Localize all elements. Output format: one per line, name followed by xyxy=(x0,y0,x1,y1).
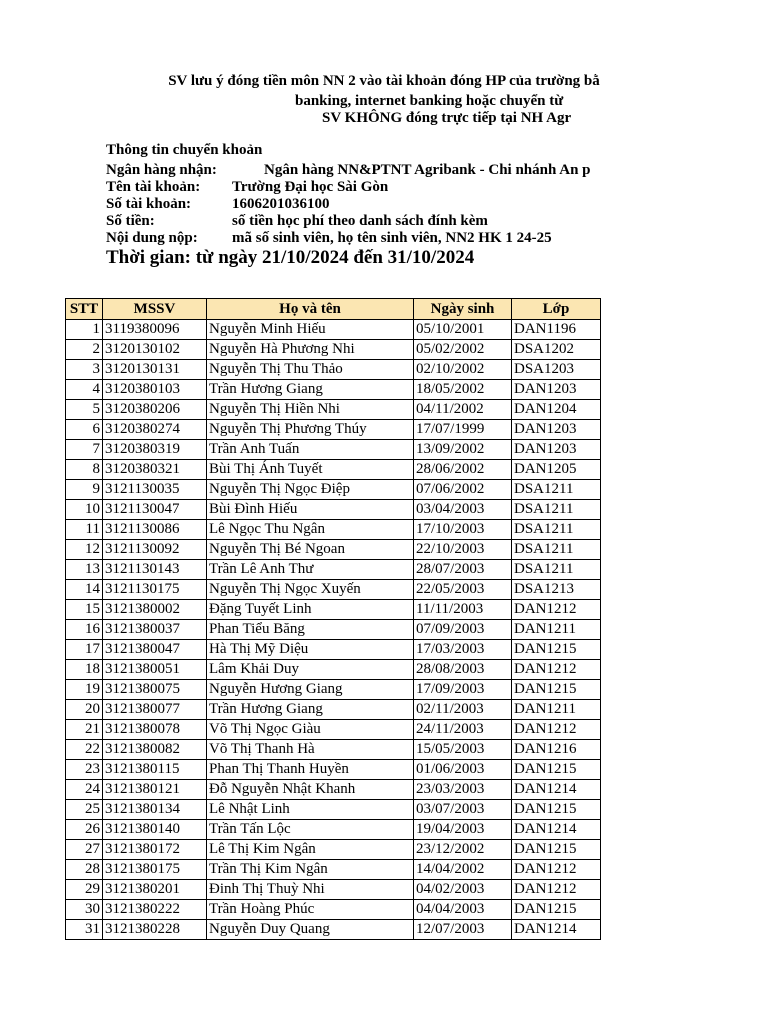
cell-stt: 13 xyxy=(66,560,103,580)
table-row xyxy=(66,480,601,500)
cell-stt: 27 xyxy=(66,840,103,860)
cell-class: DAN1215 xyxy=(512,680,601,700)
cell-class: DAN1212 xyxy=(512,600,601,620)
cell-stt: 26 xyxy=(66,820,103,840)
cell-mssv: 3121380201 xyxy=(103,880,207,900)
cell-stt: 3 xyxy=(66,360,103,380)
cell-stt: 30 xyxy=(66,900,103,920)
cell-class: DAN1216 xyxy=(512,740,601,760)
cell-birth-date: 14/04/2002 xyxy=(414,860,512,880)
cell-full-name: Nguyễn Thị Ngọc Điệp xyxy=(207,480,414,500)
cell-stt: 1 xyxy=(66,320,103,340)
transfer-info-heading: Thông tin chuyển khoản xyxy=(106,142,263,158)
payment-period: Thời gian: từ ngày 21/10/2024 đến 31/10/2024 xyxy=(106,247,475,268)
cell-full-name: Trần Tấn Lộc xyxy=(207,820,414,840)
cell-full-name: Nguyễn Thị Bé Ngoan xyxy=(207,540,414,560)
bank-value: Ngân hàng NN&PTNT Agribank - Chi nhánh An p xyxy=(264,162,591,178)
cell-full-name: Lê Thị Kim Ngân xyxy=(207,840,414,860)
notice-line-3-text: SV KHÔNG đóng trực tiếp tại NH Agr xyxy=(322,110,572,126)
bank-label: Ngân hàng nhận: xyxy=(106,162,217,178)
cell-class: DAN1212 xyxy=(512,860,601,880)
cell-mssv: 3120380103 xyxy=(103,380,207,400)
cell-full-name: Trần Anh Tuấn xyxy=(207,440,414,460)
table-row xyxy=(66,580,601,600)
cell-mssv: 3121380140 xyxy=(103,820,207,840)
cell-birth-date: 12/07/2003 xyxy=(414,920,512,940)
cell-mssv: 3120380319 xyxy=(103,440,207,460)
cell-full-name: Bùi Đình Hiếu xyxy=(207,500,414,520)
cell-birth-date: 07/09/2003 xyxy=(414,620,512,640)
table-row xyxy=(66,540,601,560)
cell-full-name: Nguyễn Thị Phương Thúy xyxy=(207,420,414,440)
table-row xyxy=(66,680,601,700)
table-row xyxy=(66,740,601,760)
cell-stt: 16 xyxy=(66,620,103,640)
cell-mssv: 3121130143 xyxy=(103,560,207,580)
cell-full-name: Lê Nhật Linh xyxy=(207,800,414,820)
cell-stt: 10 xyxy=(66,500,103,520)
table-row xyxy=(66,320,601,340)
cell-stt: 24 xyxy=(66,780,103,800)
cell-class: DSA1202 xyxy=(512,340,601,360)
cell-class: DAN1203 xyxy=(512,380,601,400)
cell-birth-date: 23/03/2003 xyxy=(414,780,512,800)
cell-birth-date: 01/06/2003 xyxy=(414,760,512,780)
cell-mssv: 3121130175 xyxy=(103,580,207,600)
cell-birth-date: 02/11/2003 xyxy=(414,700,512,720)
cell-class: DAN1211 xyxy=(512,700,601,720)
cell-mssv: 3121380077 xyxy=(103,700,207,720)
cell-stt: 17 xyxy=(66,640,103,660)
cell-mssv: 3121380115 xyxy=(103,760,207,780)
cell-class: DAN1205 xyxy=(512,460,601,480)
cell-mssv: 3121380002 xyxy=(103,600,207,620)
cell-class: DAN1214 xyxy=(512,780,601,800)
cell-class: DSA1211 xyxy=(512,540,601,560)
cell-stt: 21 xyxy=(66,720,103,740)
cell-class: DAN1203 xyxy=(512,440,601,460)
cell-stt: 12 xyxy=(66,540,103,560)
table-row xyxy=(66,620,601,640)
table-row xyxy=(66,720,601,740)
cell-full-name: Trần Hoàng Phúc xyxy=(207,900,414,920)
cell-stt: 18 xyxy=(66,660,103,680)
cell-class: DSA1211 xyxy=(512,560,601,580)
cell-stt: 11 xyxy=(66,520,103,540)
cell-birth-date: 13/09/2002 xyxy=(414,440,512,460)
cell-full-name: Đinh Thị Thuỳ Nhi xyxy=(207,880,414,900)
cell-birth-date: 03/04/2003 xyxy=(414,500,512,520)
cell-class: DAN1214 xyxy=(512,920,601,940)
cell-class: DSA1203 xyxy=(512,360,601,380)
cell-stt: 19 xyxy=(66,680,103,700)
table-row xyxy=(66,360,601,380)
cell-birth-date: 04/11/2002 xyxy=(414,400,512,420)
table-row xyxy=(66,400,601,420)
cell-class: DAN1203 xyxy=(512,420,601,440)
cell-stt: 8 xyxy=(66,460,103,480)
cell-birth-date: 17/09/2003 xyxy=(414,680,512,700)
account-name-label: Tên tài khoản: xyxy=(106,179,201,195)
cell-class: DAN1212 xyxy=(512,660,601,680)
cell-full-name: Võ Thị Thanh Hà xyxy=(207,740,414,760)
cell-birth-date: 04/02/2003 xyxy=(414,880,512,900)
cell-birth-date: 17/10/2003 xyxy=(414,520,512,540)
table-row xyxy=(66,640,601,660)
cell-mssv: 3120380206 xyxy=(103,400,207,420)
cell-birth-date: 28/07/2003 xyxy=(414,560,512,580)
cell-birth-date: 17/07/1999 xyxy=(414,420,512,440)
cell-full-name: Đặng Tuyết Linh xyxy=(207,600,414,620)
cell-full-name: Nguyễn Hà Phương Nhi xyxy=(207,340,414,360)
cell-full-name: Hà Thị Mỹ Diệu xyxy=(207,640,414,660)
student-table xyxy=(65,298,601,940)
cell-full-name: Trần Hương Giang xyxy=(207,700,414,720)
table-row xyxy=(66,560,601,580)
table-row xyxy=(66,500,601,520)
cell-stt: 28 xyxy=(66,860,103,880)
cell-mssv: 3119380096 xyxy=(103,320,207,340)
header-class: Lớp xyxy=(512,299,601,320)
table-row xyxy=(66,440,601,460)
cell-stt: 4 xyxy=(66,380,103,400)
cell-mssv: 3120130131 xyxy=(103,360,207,380)
table-body xyxy=(66,320,601,940)
cell-mssv: 3120130102 xyxy=(103,340,207,360)
cell-class: DAN1215 xyxy=(512,840,601,860)
table-row xyxy=(66,820,601,840)
cell-mssv: 3121380172 xyxy=(103,840,207,860)
cell-stt: 7 xyxy=(66,440,103,460)
cell-class: DAN1215 xyxy=(512,800,601,820)
cell-class: DAN1215 xyxy=(512,640,601,660)
table-row xyxy=(66,900,601,920)
account-no-label: Số tài khoản: xyxy=(106,196,192,212)
account-no-value: 1606201036100 xyxy=(232,196,330,212)
cell-birth-date: 05/10/2001 xyxy=(414,320,512,340)
cell-mssv: 3121380075 xyxy=(103,680,207,700)
cell-mssv: 3121380082 xyxy=(103,740,207,760)
cell-full-name: Trần Lê Anh Thư xyxy=(207,560,414,580)
amount-value: số tiền học phí theo danh sách đính kèm xyxy=(232,213,488,229)
cell-full-name: Trần Thị Kim Ngân xyxy=(207,860,414,880)
cell-full-name: Nguyễn Thị Hiền Nhi xyxy=(207,400,414,420)
cell-mssv: 3121130086 xyxy=(103,520,207,540)
cell-birth-date: 07/06/2002 xyxy=(414,480,512,500)
table-row xyxy=(66,460,601,480)
cell-stt: 25 xyxy=(66,800,103,820)
cell-class: DAN1214 xyxy=(512,820,601,840)
cell-class: DAN1211 xyxy=(512,620,601,640)
content-row xyxy=(106,228,552,248)
table-row xyxy=(66,340,601,360)
cell-mssv: 3120380321 xyxy=(103,460,207,480)
notice-line-1: SV lưu ý đóng tiền môn NN 2 vào tài khoản đóng HP của trường bằ xyxy=(168,73,600,89)
table-row xyxy=(66,860,601,880)
cell-birth-date: 17/03/2003 xyxy=(414,640,512,660)
cell-mssv: 3121380047 xyxy=(103,640,207,660)
cell-birth-date: 05/02/2002 xyxy=(414,340,512,360)
cell-full-name: Nguyễn Hương Giang xyxy=(207,680,414,700)
cell-birth-date: 02/10/2002 xyxy=(414,360,512,380)
cell-full-name: Nguyễn Minh Hiếu xyxy=(207,320,414,340)
cell-full-name: Bùi Thị Ánh Tuyết xyxy=(207,460,414,480)
cell-mssv: 3121380222 xyxy=(103,900,207,920)
cell-mssv: 3121130047 xyxy=(103,500,207,520)
table-row xyxy=(66,800,601,820)
cell-mssv: 3120380274 xyxy=(103,420,207,440)
cell-mssv: 3121380121 xyxy=(103,780,207,800)
cell-birth-date: 23/12/2002 xyxy=(414,840,512,860)
cell-mssv: 3121380228 xyxy=(103,920,207,940)
table-row xyxy=(66,660,601,680)
cell-full-name: Nguyễn Duy Quang xyxy=(207,920,414,940)
content-label: Nội dung nộp: xyxy=(106,230,198,246)
cell-birth-date: 15/05/2003 xyxy=(414,740,512,760)
cell-mssv: 3121130092 xyxy=(103,540,207,560)
table-row xyxy=(66,380,601,400)
table-row xyxy=(66,600,601,620)
cell-stt: 29 xyxy=(66,880,103,900)
cell-class: DSA1211 xyxy=(512,520,601,540)
cell-full-name: Lâm Khải Duy xyxy=(207,660,414,680)
cell-class: DAN1196 xyxy=(512,320,601,340)
cell-class: DAN1204 xyxy=(512,400,601,420)
cell-stt: 14 xyxy=(66,580,103,600)
header-birth-date: Ngày sinh xyxy=(414,299,512,320)
account-name-value: Trường Đại học Sài Gòn xyxy=(232,179,389,195)
cell-stt: 31 xyxy=(66,920,103,940)
cell-birth-date: 28/06/2002 xyxy=(414,460,512,480)
cell-birth-date: 22/05/2003 xyxy=(414,580,512,600)
cell-class: DAN1212 xyxy=(512,880,601,900)
table-row xyxy=(66,920,601,940)
table-row xyxy=(66,520,601,540)
table-header-row xyxy=(66,299,601,320)
cell-full-name: Võ Thị Ngọc Giàu xyxy=(207,720,414,740)
cell-class: DSA1211 xyxy=(512,500,601,520)
table-row xyxy=(66,700,601,720)
cell-mssv: 3121380134 xyxy=(103,800,207,820)
table-row xyxy=(66,760,601,780)
cell-class: DAN1215 xyxy=(512,760,601,780)
cell-birth-date: 03/07/2003 xyxy=(414,800,512,820)
header-stt: STT xyxy=(66,299,103,320)
cell-class: DAN1212 xyxy=(512,720,601,740)
cell-birth-date: 11/11/2003 xyxy=(414,600,512,620)
table-row xyxy=(66,420,601,440)
cell-full-name: Phan Thị Thanh Huyền xyxy=(207,760,414,780)
cell-birth-date: 28/08/2003 xyxy=(414,660,512,680)
cell-stt: 9 xyxy=(66,480,103,500)
cell-mssv: 3121130035 xyxy=(103,480,207,500)
cell-full-name: Trần Hương Giang xyxy=(207,380,414,400)
cell-birth-date: 04/04/2003 xyxy=(414,900,512,920)
cell-birth-date: 19/04/2003 xyxy=(414,820,512,840)
table-row xyxy=(66,780,601,800)
cell-class: DSA1211 xyxy=(512,480,601,500)
cell-stt: 15 xyxy=(66,600,103,620)
header-mssv: MSSV xyxy=(103,299,207,320)
cell-full-name: Lê Ngọc Thu Ngân xyxy=(207,520,414,540)
cell-class: DAN1215 xyxy=(512,900,601,920)
cell-full-name: Nguyễn Thị Thu Thảo xyxy=(207,360,414,380)
cell-stt: 6 xyxy=(66,420,103,440)
cell-mssv: 3121380051 xyxy=(103,660,207,680)
table-row xyxy=(66,880,601,900)
content-value: mã số sinh viên, họ tên sinh viên, NN2 HK 1 24-25 xyxy=(232,230,552,246)
header-full-name: Họ và tên xyxy=(207,299,414,320)
cell-stt: 5 xyxy=(66,400,103,420)
cell-stt: 2 xyxy=(66,340,103,360)
cell-birth-date: 22/10/2003 xyxy=(414,540,512,560)
cell-stt: 20 xyxy=(66,700,103,720)
cell-birth-date: 18/05/2002 xyxy=(414,380,512,400)
cell-full-name: Nguyễn Thị Ngọc Xuyến xyxy=(207,580,414,600)
notice-line-2-text: banking, internet banking hoặc chuyển từ xyxy=(295,93,564,109)
cell-class: DSA1213 xyxy=(512,580,601,600)
cell-mssv: 3121380175 xyxy=(103,860,207,880)
amount-label: Số tiền: xyxy=(106,213,155,229)
cell-mssv: 3121380078 xyxy=(103,720,207,740)
table-row xyxy=(66,840,601,860)
cell-stt: 23 xyxy=(66,760,103,780)
cell-stt: 22 xyxy=(66,740,103,760)
cell-full-name: Phan Tiểu Băng xyxy=(207,620,414,640)
cell-birth-date: 24/11/2003 xyxy=(414,720,512,740)
cell-full-name: Đỗ Nguyễn Nhật Khanh xyxy=(207,780,414,800)
cell-mssv: 3121380037 xyxy=(103,620,207,640)
